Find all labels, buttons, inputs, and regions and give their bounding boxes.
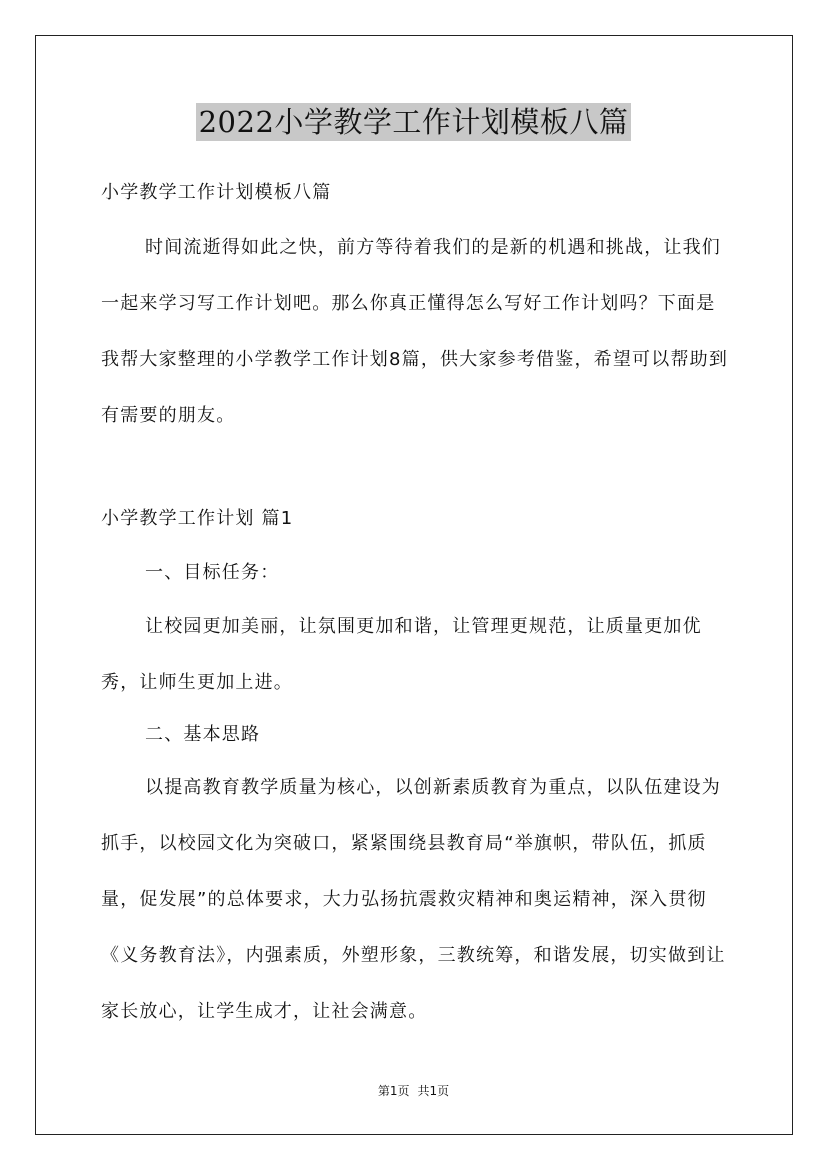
intro-paragraph: 时间流逝得如此之快，前方等待着我们的是新的机遇和挑战，让我们一起来学习写工作计划吧。那么你真正懂得怎么写好工作计划吗？下面是我帮大家整理的小学教学工作计划8篇，供大家参考借鉴，希望可以帮助到有需要的朋友。 <box>101 237 729 426</box>
item2-paragraph: 以提高教育教学质量为核心，以创新素质教育为重点，以队伍建设为抓手，以校园文化为突破口，紧紧围绕县教育局“举旗帜，带队伍，抓质量，促发展”的总体要求，大力弘扬抗震救灾精神和奥运精神，深入贯彻《义务教育法》，内强素质，外塑形象，三教统筹，和谐发展，切实做到让家长放心，让学生成才，让社会满意。 <box>101 777 726 1022</box>
item1-heading: 一、目标任务： <box>145 562 280 583</box>
page-number: 第1页 <box>377 1084 410 1098</box>
document-title: 2022小学教学工作计划模板八篇 <box>196 103 632 141</box>
item1-paragraph: 让校园更加美丽，让氛围更加和谐，让管理更规范，让质量更加优秀，让师生更加上进。 <box>101 616 702 693</box>
page-footer <box>0 1082 827 1099</box>
section-heading: 小学教学工作计划 篇1 <box>101 508 294 529</box>
item2-heading: 二、基本思路 <box>145 724 261 745</box>
document-subtitle: 小学教学工作计划模板八篇 <box>101 182 332 203</box>
title-container <box>0 103 827 141</box>
page-total: 共1页 <box>417 1084 450 1098</box>
